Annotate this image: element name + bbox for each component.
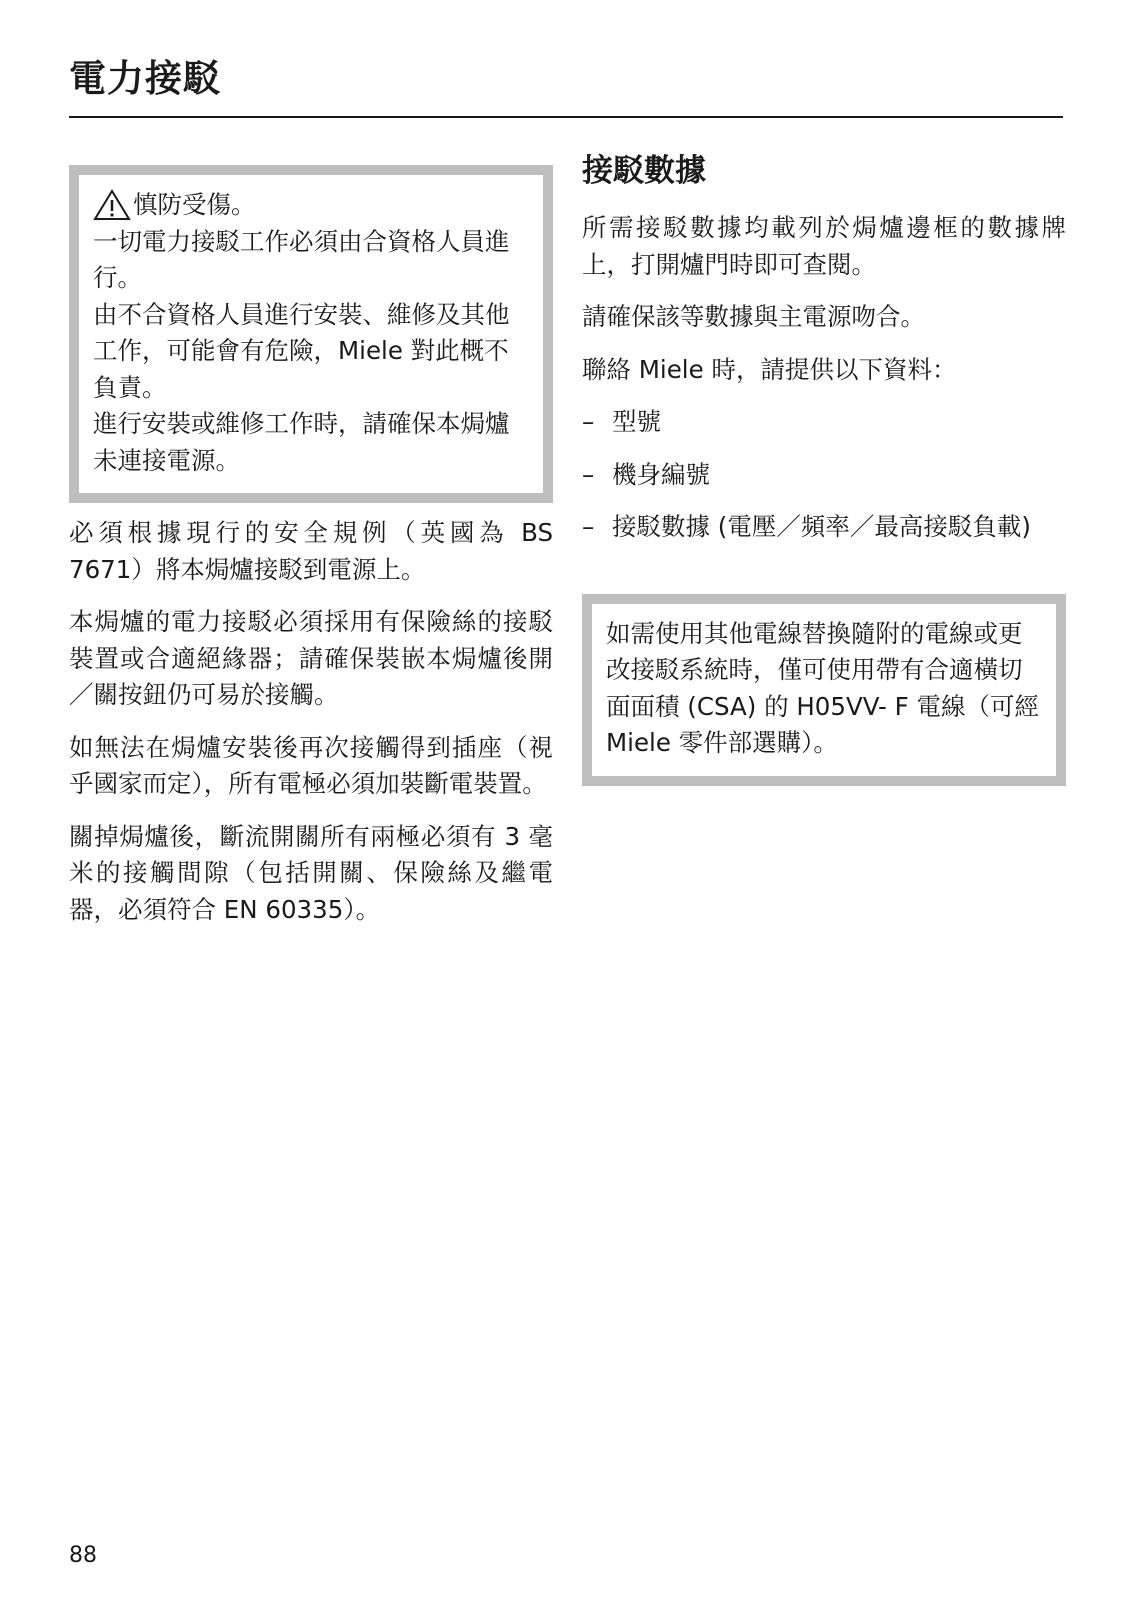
list-dash: – xyxy=(582,512,595,541)
warning-heading: 慎防受傷。 xyxy=(133,190,256,219)
left-column xyxy=(69,165,553,928)
body-paragraph: 所需接駁數據均載列於焗爐邊框的數據牌上，打開爐門時即可查閱。 xyxy=(582,213,1066,279)
list-dash: – xyxy=(582,407,595,436)
page-number: 88 xyxy=(69,1543,97,1568)
warning-box xyxy=(69,165,553,503)
right-column xyxy=(582,150,1066,786)
body-paragraph: 本焗爐的電力接駁必須採用有保險絲的接駁裝置或合適絕緣器；請確保裝嵌本焗爐後開／關按鈕仍可易於接觸。 xyxy=(69,607,553,709)
warning-heading-line xyxy=(93,187,529,224)
page-title: 電力接駁 xyxy=(69,57,221,100)
left-paragraphs xyxy=(69,515,553,928)
list-item-text: 機身編號 xyxy=(612,459,710,489)
cable-note-box xyxy=(582,594,1066,786)
warning-triangle-icon xyxy=(93,189,131,221)
info-list xyxy=(582,404,1066,546)
cable-note-text: 如需使用其他電線替換隨附的電線或更改接駁系統時，僅可使用帶有合適橫切面面積 (CSA) 的 H05VV- F 電線（可經 Miele 零件部選購）。 xyxy=(606,618,1040,757)
warning-line: 進行安裝或維修工作時，請確保本焗爐未連接電源。 xyxy=(93,409,510,475)
list-item xyxy=(582,457,1066,494)
list-dash: – xyxy=(582,459,595,489)
warning-line: 一切電力接駁工作必須由合資格人員進行。 xyxy=(93,226,510,292)
title-divider xyxy=(69,116,1063,118)
list-item xyxy=(582,404,1066,441)
body-paragraph: 必須根據現行的安全規例（英國為 BS 7671）將本焗爐接駁到電源上。 xyxy=(69,518,553,584)
warning-line: 由不合資格人員進行安裝、維修及其他工作，可能會有危險，Miele 對此概不負責。 xyxy=(93,299,510,402)
list-item-text: 型號 xyxy=(612,407,661,436)
body-paragraph: 聯絡 Miele 時，請提供以下資料： xyxy=(582,354,957,384)
body-paragraph: 如無法在焗爐安裝後再次接觸得到插座（視乎國家而定），所有電極必須加裝斷電裝置。 xyxy=(69,732,553,798)
list-item-text: 接駁數據 (電壓／頻率／最高接駁負載) xyxy=(612,512,1031,541)
body-paragraph: 請確保該等數據與主電源吻合。 xyxy=(582,302,925,331)
list-item xyxy=(582,509,1066,546)
section-heading: 接駁數據 xyxy=(582,153,706,189)
body-paragraph: 關掉焗爐後，斷流開關所有兩極必須有 3 毫米的接觸間隙（包括開關、保險絲及繼電器，必須符合 EN 60335）。 xyxy=(69,821,553,924)
